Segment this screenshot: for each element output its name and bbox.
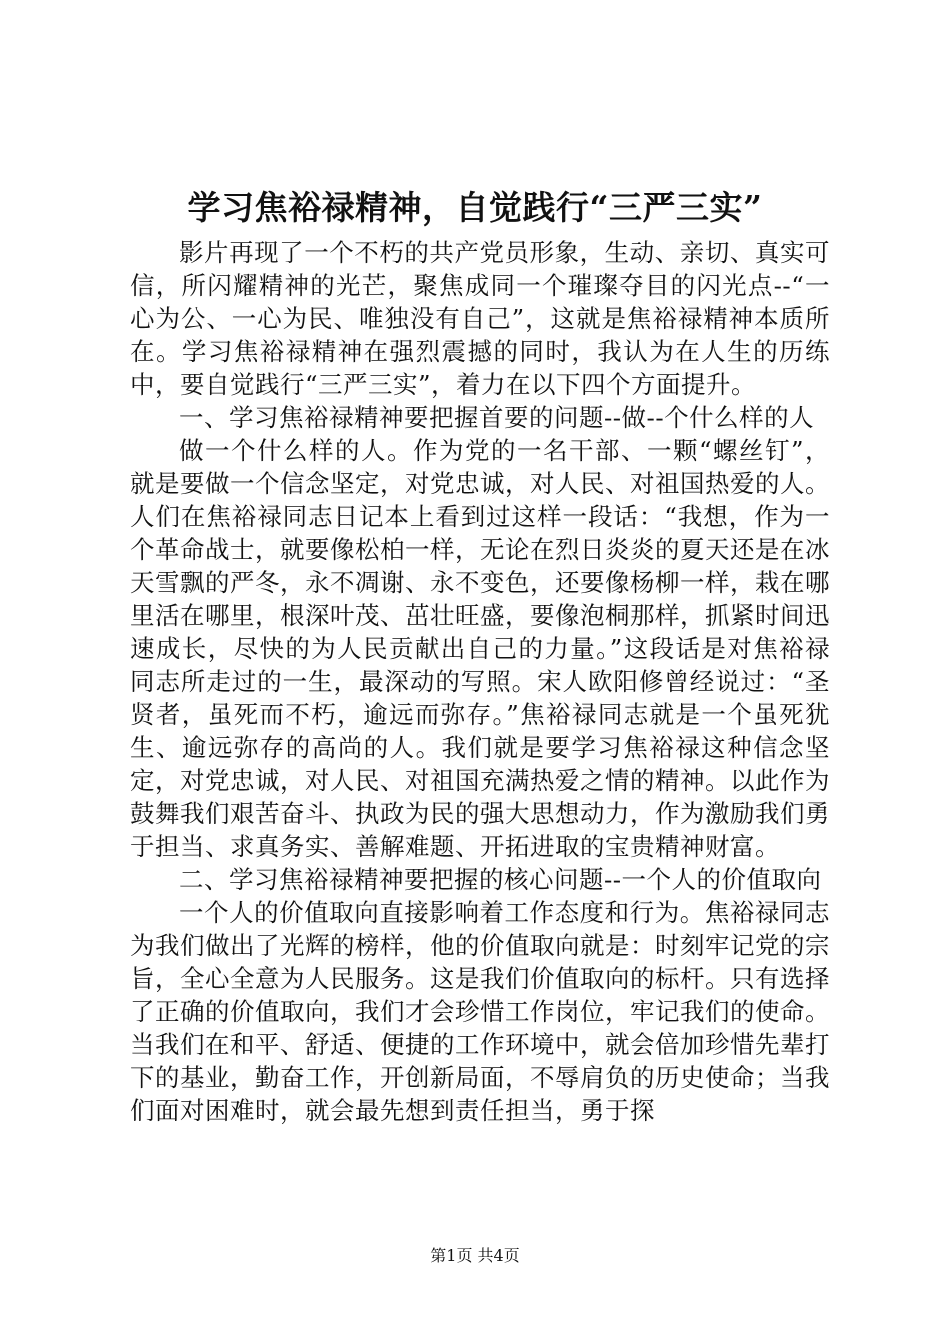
paragraph-section-2: 一个人的价值取向直接影响着工作态度和行为。焦裕禄同志为我们做出了光辉的榜样，他的价值取向就是：时刻牢记党的宗旨，全心全意为人民服务。这是我们价值取向的标杆。只有选择了正确的价值取向，我们才会珍惜工作岗位，牢记我们的使命。当我们在和平、舒适、便捷的工作环境中，就会倍加珍惜先辈打下的基业，勤奋工作，开创新局面，不辱肩负的历史使命；当我们面对困难时，就会最先想到责任担当，勇于探	[130, 898, 830, 1125]
paragraph-section-1: 做一个什么样的人。作为党的一名干部、一颗“螺丝钉”，就是要做一个信念坚定，对党忠诚，对人民、对祖国热爱的人。人们在焦裕禄同志日记本上看到过这样一段话：“我想，作为一个革命战士，就要像松柏一样，无论在烈日炎炎的夏天还是在冰天雪飘的严冬，永不凋谢、永不变色，还要像杨柳一样，栽在哪里活在哪里，根深叶茂、茁壮旺盛，要像泡桐那样，抓紧时间迅速成长，尽快的为人民贡献出自己的力量。”这段话是对焦裕禄同志所走过的一生，最深动的写照。宋人欧阳修曾经说过：“圣贤者，虽死而不朽，逾远而弥存。”焦裕禄同志就是一个虽死犹生、逾远弥存的高尚的人。我们就是要学习焦裕禄这种信念坚定，对党忠诚，对人民、对祖国充满热爱之情的精神。以此作为鼓舞我们艰苦奋斗、执政为民的强大思想动力，作为激励我们勇于担当、求真务实、善解难题、开拓进取的宝贵精神财富。	[130, 436, 830, 861]
section-heading-1: 一、学习焦裕禄精神要把握首要的问题--做--个什么样的人	[179, 403, 815, 432]
paragraph-intro: 影片再现了一个不朽的共产党员形象，生动、亲切、真实可信，所闪耀精神的光芒，聚焦成同一个璀璨夺目的闪光点--“一心为公、一心为民、唯独没有自己”，这就是焦裕禄精神本质所在。学习焦裕禄精神在强烈震撼的同时，我认为在人生的历练中，要自觉践行“三严三实”，着力在以下四个方面提升。	[130, 238, 830, 399]
section-heading-2: 二、学习焦裕禄精神要把握的核心问题--一个人的价值取向	[179, 865, 822, 894]
document-title: 学习焦裕禄精神，自觉践行“三严三实”	[187, 188, 763, 227]
document-body	[130, 236, 830, 1127]
page-number-footer: 第1页 共4页	[430, 1246, 520, 1265]
